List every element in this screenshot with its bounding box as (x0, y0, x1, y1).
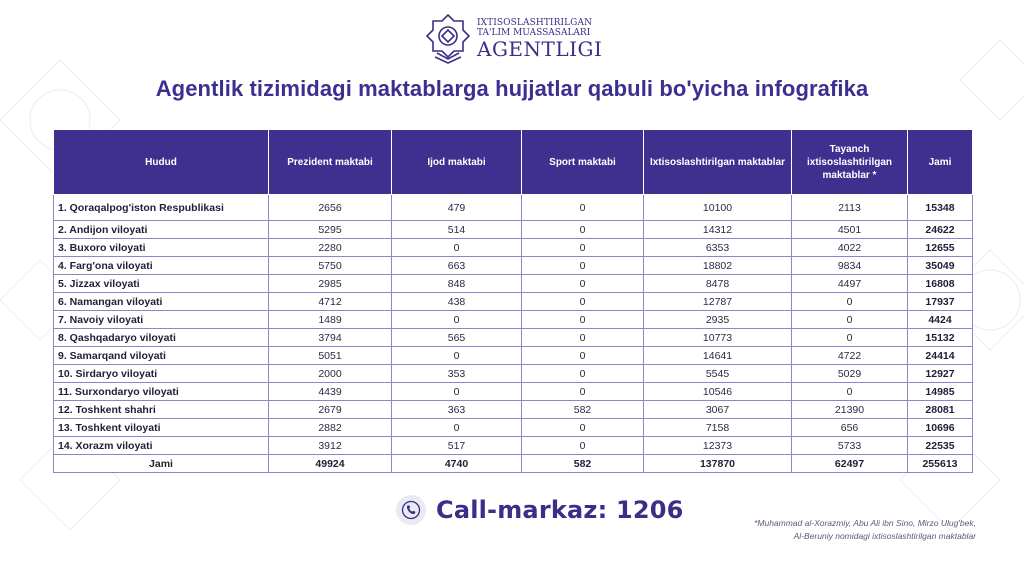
row-total: 10696 (908, 419, 973, 437)
call-center (396, 492, 684, 528)
table-cell: 0 (522, 437, 644, 455)
table-cell: 4501 (792, 221, 908, 239)
table-cell: 4497 (792, 275, 908, 293)
table-row (54, 221, 973, 239)
total-cell: 137870 (644, 455, 792, 473)
row-total: 16808 (908, 275, 973, 293)
table-row (54, 347, 973, 365)
table-row (54, 419, 973, 437)
region-name: 3. Buxoro viloyati (54, 239, 269, 257)
row-total: 28081 (908, 401, 973, 419)
row-total: 4424 (908, 311, 973, 329)
table-row (54, 383, 973, 401)
column-header: Hudud (54, 130, 269, 195)
table-cell: 14312 (644, 221, 792, 239)
row-total: 12927 (908, 365, 973, 383)
agency-emblem-icon (423, 13, 473, 65)
table-cell: 0 (522, 293, 644, 311)
column-header: Sport maktabi (522, 130, 644, 195)
table-row (54, 437, 973, 455)
table-cell: 4722 (792, 347, 908, 365)
region-name: 2. Andijon viloyati (54, 221, 269, 239)
table-cell: 438 (392, 293, 522, 311)
table-cell: 2882 (269, 419, 392, 437)
table-cell: 0 (522, 195, 644, 221)
table-cell: 3912 (269, 437, 392, 455)
table-cell: 0 (522, 383, 644, 401)
table-cell: 514 (392, 221, 522, 239)
agency-logo (423, 10, 623, 68)
table-cell: 0 (522, 419, 644, 437)
table-cell: 0 (392, 419, 522, 437)
table-cell: 0 (522, 311, 644, 329)
table-total-row (54, 455, 973, 473)
table-cell: 4439 (269, 383, 392, 401)
table-cell: 363 (392, 401, 522, 419)
column-header: Ixtisoslashtirilgan maktablar (644, 130, 792, 195)
column-header: Prezident maktabi (269, 130, 392, 195)
table-cell: 3794 (269, 329, 392, 347)
table-cell: 0 (392, 239, 522, 257)
table-cell: 0 (522, 221, 644, 239)
row-total: 24622 (908, 221, 973, 239)
table-cell: 4022 (792, 239, 908, 257)
row-total: 22535 (908, 437, 973, 455)
table-cell: 10546 (644, 383, 792, 401)
table-cell: 0 (522, 365, 644, 383)
table-cell: 0 (792, 329, 908, 347)
total-cell: 4740 (392, 455, 522, 473)
table-cell: 5545 (644, 365, 792, 383)
table-cell: 5750 (269, 257, 392, 275)
region-name: 8. Qashqadaryo viloyati (54, 329, 269, 347)
column-header: Tayanch ixtisoslashtirilgan maktablar * (792, 130, 908, 195)
table-cell: 479 (392, 195, 522, 221)
table-row (54, 329, 973, 347)
row-total: 15348 (908, 195, 973, 221)
table-cell: 4712 (269, 293, 392, 311)
footnote-line-2: Al-Beruniy nomidagi ixtisoslashtirilgan maktablar (793, 530, 976, 541)
table-cell: 0 (392, 347, 522, 365)
table-cell: 353 (392, 365, 522, 383)
region-name: 10. Sirdaryo viloyati (54, 365, 269, 383)
table-cell: 12787 (644, 293, 792, 311)
table-header (54, 130, 973, 195)
table-row (54, 275, 973, 293)
table-cell: 12373 (644, 437, 792, 455)
table-cell: 3067 (644, 401, 792, 419)
agency-logo-text (477, 19, 602, 59)
table-cell: 0 (522, 257, 644, 275)
table-cell: 7158 (644, 419, 792, 437)
footnote (676, 517, 976, 543)
logo-line-2: TA'LIM MUASSASALARI (477, 28, 591, 38)
region-name: 6. Namangan viloyati (54, 293, 269, 311)
table-cell: 9834 (792, 257, 908, 275)
region-name: 14. Xorazm viloyati (54, 437, 269, 455)
table-cell: 8478 (644, 275, 792, 293)
table-cell: 0 (392, 383, 522, 401)
table-cell: 2113 (792, 195, 908, 221)
table-cell: 10100 (644, 195, 792, 221)
table-cell: 2280 (269, 239, 392, 257)
table-cell: 2679 (269, 401, 392, 419)
table-cell: 2985 (269, 275, 392, 293)
column-header: Ijod maktabi (392, 130, 522, 195)
table-row (54, 195, 973, 221)
footnote-line-1: *Muhammad al-Xorazmiy, Abu Ali ibn Sino, Mirzo Ulug'bek, (754, 518, 976, 528)
phone-icon (396, 495, 426, 525)
total-cell: 582 (522, 455, 644, 473)
total-label: Jami (54, 455, 269, 473)
table-cell: 0 (792, 311, 908, 329)
table-header-row (54, 130, 973, 195)
table-cell: 6353 (644, 239, 792, 257)
table-row (54, 401, 973, 419)
region-name: 13. Toshkent viloyati (54, 419, 269, 437)
table-cell: 1489 (269, 311, 392, 329)
table-cell: 10773 (644, 329, 792, 347)
logo-line-1: IXTISOSLASHTIRILGAN (477, 18, 593, 28)
region-name: 12. Toshkent shahri (54, 401, 269, 419)
row-total: 12655 (908, 239, 973, 257)
table-cell: 565 (392, 329, 522, 347)
table-cell: 2000 (269, 365, 392, 383)
row-total: 15132 (908, 329, 973, 347)
row-total: 35049 (908, 257, 973, 275)
table-cell: 663 (392, 257, 522, 275)
table-cell: 0 (522, 239, 644, 257)
table-cell: 0 (792, 383, 908, 401)
call-center-label: Call-markaz: 1206 (436, 496, 684, 524)
region-name: 9. Samarqand viloyati (54, 347, 269, 365)
table-cell: 5051 (269, 347, 392, 365)
row-total: 17937 (908, 293, 973, 311)
region-name: 11. Surxondaryo viloyati (54, 383, 269, 401)
table-cell: 582 (522, 401, 644, 419)
table-cell: 517 (392, 437, 522, 455)
table-row (54, 239, 973, 257)
total-cell: 49924 (269, 455, 392, 473)
row-total: 24414 (908, 347, 973, 365)
region-name: 5. Jizzax viloyati (54, 275, 269, 293)
table-cell: 656 (792, 419, 908, 437)
table-cell: 21390 (792, 401, 908, 419)
total-cell: 62497 (792, 455, 908, 473)
table-cell: 0 (792, 293, 908, 311)
total-cell: 255613 (908, 455, 973, 473)
table-cell: 5733 (792, 437, 908, 455)
admissions-table (53, 129, 973, 473)
table-row (54, 311, 973, 329)
table-cell: 5029 (792, 365, 908, 383)
region-name: 7. Navoiy viloyati (54, 311, 269, 329)
column-header: Jami (908, 130, 973, 195)
table-cell: 14641 (644, 347, 792, 365)
table-cell: 2656 (269, 195, 392, 221)
table-row (54, 293, 973, 311)
region-name: 4. Farg'ona viloyati (54, 257, 269, 275)
table-body (54, 195, 973, 473)
row-total: 14985 (908, 383, 973, 401)
region-name: 1. Qoraqalpog'iston Respublikasi (54, 195, 269, 221)
table-cell: 0 (522, 347, 644, 365)
table-cell: 2935 (644, 311, 792, 329)
table-cell: 0 (522, 275, 644, 293)
table-row (54, 257, 973, 275)
table-cell: 18802 (644, 257, 792, 275)
logo-line-3: AGENTLIGI (477, 37, 603, 61)
table-cell: 848 (392, 275, 522, 293)
table-row (54, 365, 973, 383)
table-cell: 0 (522, 329, 644, 347)
table-cell: 5295 (269, 221, 392, 239)
table-cell: 0 (392, 311, 522, 329)
page-title: Agentlik tizimidagi maktablarga hujjatlar qabuli bo'yicha infografika (155, 76, 869, 101)
